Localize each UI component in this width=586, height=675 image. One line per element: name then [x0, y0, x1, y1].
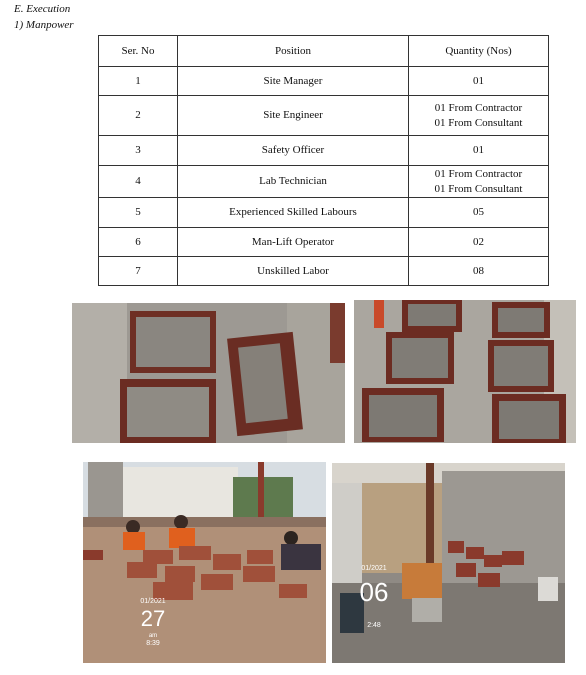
- quantity-line: 01: [473, 144, 484, 156]
- ser-no-cell: 2: [99, 96, 178, 136]
- table-row: [99, 96, 549, 136]
- quantity-cell: [409, 166, 549, 198]
- photo-filled-cube-moulds: [72, 303, 345, 443]
- table-row: [99, 166, 549, 198]
- quantity-cell: [409, 96, 549, 136]
- photo-2-image: [354, 300, 576, 443]
- table-header-row: [99, 36, 549, 67]
- ser-no-cell: 1: [99, 67, 178, 96]
- photo-time: 2:48: [367, 622, 381, 629]
- quantity-cell: [409, 257, 549, 286]
- photo-3-image: [83, 462, 326, 663]
- position-cell: Site Manager: [178, 67, 409, 96]
- photo-4-image: [332, 463, 565, 663]
- position-cell: Site Engineer: [178, 96, 409, 136]
- photo-cube-moulds-ground: [354, 300, 576, 443]
- quantity-line: 08: [473, 264, 484, 277]
- photo-date-day: 06: [359, 577, 389, 607]
- table-row: [99, 67, 549, 96]
- ser-no-cell: 7: [99, 257, 178, 286]
- position-cell: Experienced Skilled Labours: [178, 198, 409, 228]
- table-row: [99, 257, 549, 286]
- position-cell: Unskilled Labor: [178, 257, 409, 286]
- photo-workers-with-moulds: [83, 462, 326, 663]
- quantity-cell: [409, 228, 549, 257]
- quantity-line: 01 From Contractor: [434, 101, 523, 114]
- section-heading: E. Execution: [14, 3, 71, 15]
- quantity-line: 02: [473, 235, 484, 248]
- quantity-cell: [409, 198, 549, 228]
- subsection-heading: 1) Manpower: [14, 19, 74, 31]
- photo-date-day: 27: [140, 606, 166, 631]
- quantity-cell: [409, 67, 549, 96]
- header-ser-no: Ser. No: [99, 36, 178, 67]
- header-position: Position: [178, 36, 409, 67]
- position-cell: Safety Officer: [178, 136, 409, 166]
- quantity-line: 01 From Contractor: [434, 167, 523, 180]
- photo-time: 8:39: [146, 640, 160, 647]
- table-row: [99, 198, 549, 228]
- position-cell: Man-Lift Operator: [178, 228, 409, 257]
- photo-time-ampm: am: [148, 633, 158, 639]
- position-cell: Lab Technician: [178, 166, 409, 198]
- ser-no-cell: 5: [99, 198, 178, 228]
- manpower-table: [98, 35, 549, 286]
- quantity-line: 01: [473, 74, 484, 87]
- quantity-line: 01 From Consultant: [434, 182, 523, 195]
- ser-no-cell: 3: [99, 136, 178, 166]
- quantity-line: 01 From Consultant: [434, 116, 523, 129]
- quantity-cell: [409, 136, 549, 166]
- header-quantity: Quantity (Nos): [409, 36, 549, 67]
- photo-date-month: 01/2021: [140, 598, 166, 605]
- photo-1-image: [72, 303, 345, 443]
- table-row: [99, 228, 549, 257]
- photo-date-month: 01/2021: [361, 565, 387, 572]
- quantity-line: 05: [473, 206, 484, 218]
- ser-no-cell: 6: [99, 228, 178, 257]
- ser-no-cell: 4: [99, 166, 178, 198]
- photo-moulds-covered-area: [332, 463, 565, 663]
- table-row: [99, 136, 549, 166]
